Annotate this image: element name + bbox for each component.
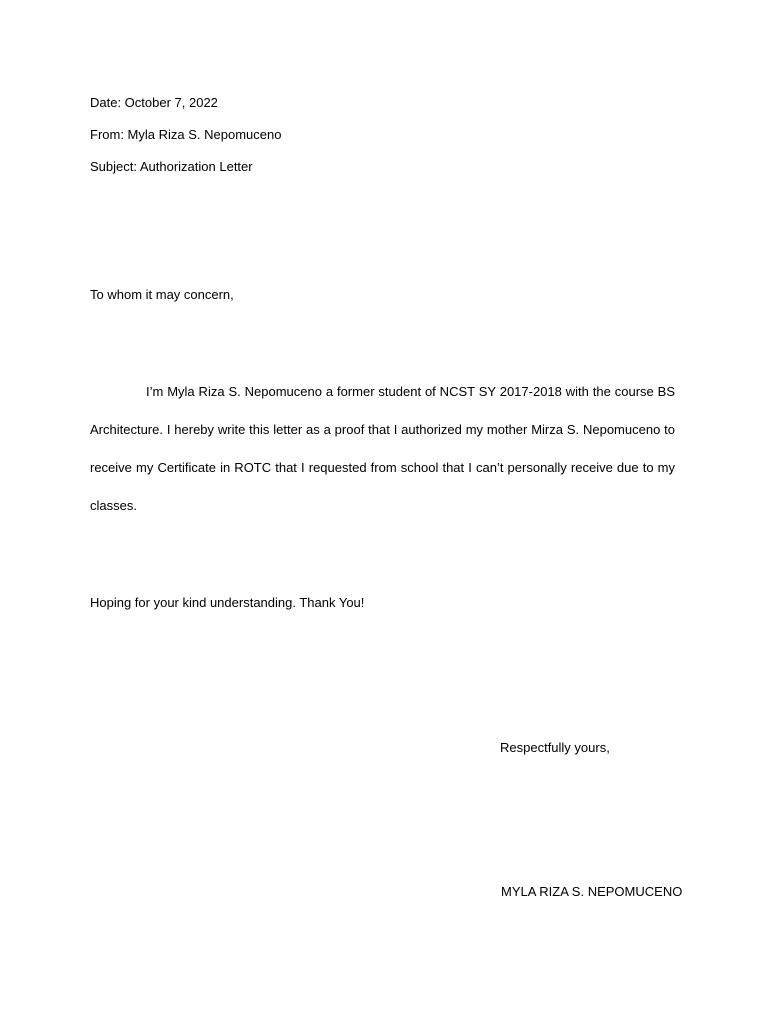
letter-date: Date: October 7, 2022 xyxy=(90,95,218,110)
letter-body: I’m Myla Riza S. Nepomuceno a former student of NCST SY 2017-2018 with the course BS Architecture. I hereby write this letter as a proof that I authorized my mother Mirza S. Nepomuceno to receive my Certificate in ROTC that I requested from school that I can’t personally receive due to my classes. xyxy=(90,384,675,513)
complimentary-close: Respectfully yours, xyxy=(500,740,610,755)
signature-name: MYLA RIZA S. NEPOMUCENO xyxy=(501,884,683,899)
letter-salutation: To whom it may concern, xyxy=(90,287,234,302)
letter-closing-line: Hoping for your kind understanding. Thank You! xyxy=(90,595,365,610)
letter-subject: Subject: Authorization Letter xyxy=(90,159,253,174)
letter-from: From: Myla Riza S. Nepomuceno xyxy=(90,127,282,142)
